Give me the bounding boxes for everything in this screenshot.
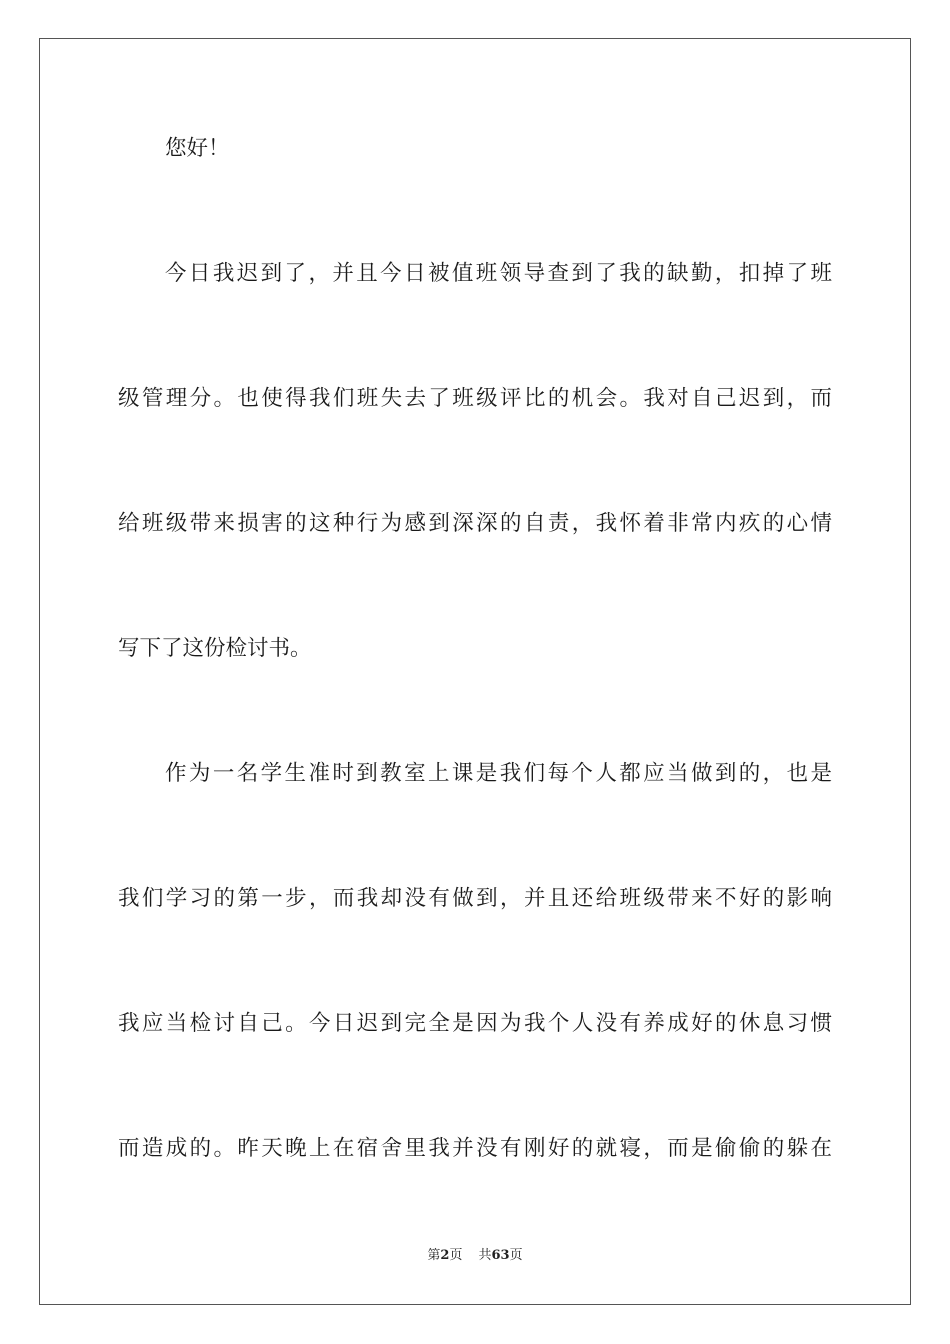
paragraph-1-line-1: 今日我迟到了，并且今日被值班领导查到了我的缺勤，扣掉了班 (165, 261, 832, 286)
paragraph-1-line-4: 写下了这份检讨书。 (118, 636, 312, 661)
page-frame (39, 38, 911, 1305)
paragraph-1-line-3: 给班级带来损害的这种行为感到深深的自责，我怀着非常内疚的心情 (118, 511, 832, 536)
paragraph-1-line-2: 级管理分。也使得我们班失去了班级评比的机会。我对自己迟到，而 (118, 386, 832, 411)
page-number: 2 (440, 1248, 450, 1263)
total-pages: 63 (491, 1248, 510, 1263)
page-footer (0, 1247, 950, 1265)
page-prefix: 第 (427, 1248, 441, 1263)
paragraph-2-line-3: 我应当检讨自己。今日迟到完全是因为我个人没有养成好的休息习惯 (118, 1011, 832, 1036)
paragraph-2-line-4: 而造成的。昨天晚上在宿舍里我并没有刚好的就寝，而是偷偷的躲在 (118, 1136, 832, 1161)
page-suffix: 页 (449, 1248, 463, 1263)
paragraph-2-line-1: 作为一名学生准时到教室上课是我们每个人都应当做到的，也是 (165, 761, 832, 786)
paragraph-2-line-2: 我们学习的第一步，而我却没有做到，并且还给班级带来不好的影响 (118, 886, 832, 911)
total-prefix: 共 (478, 1248, 492, 1263)
greeting-line: 您好！ (165, 136, 230, 161)
total-suffix: 页 (509, 1248, 523, 1263)
